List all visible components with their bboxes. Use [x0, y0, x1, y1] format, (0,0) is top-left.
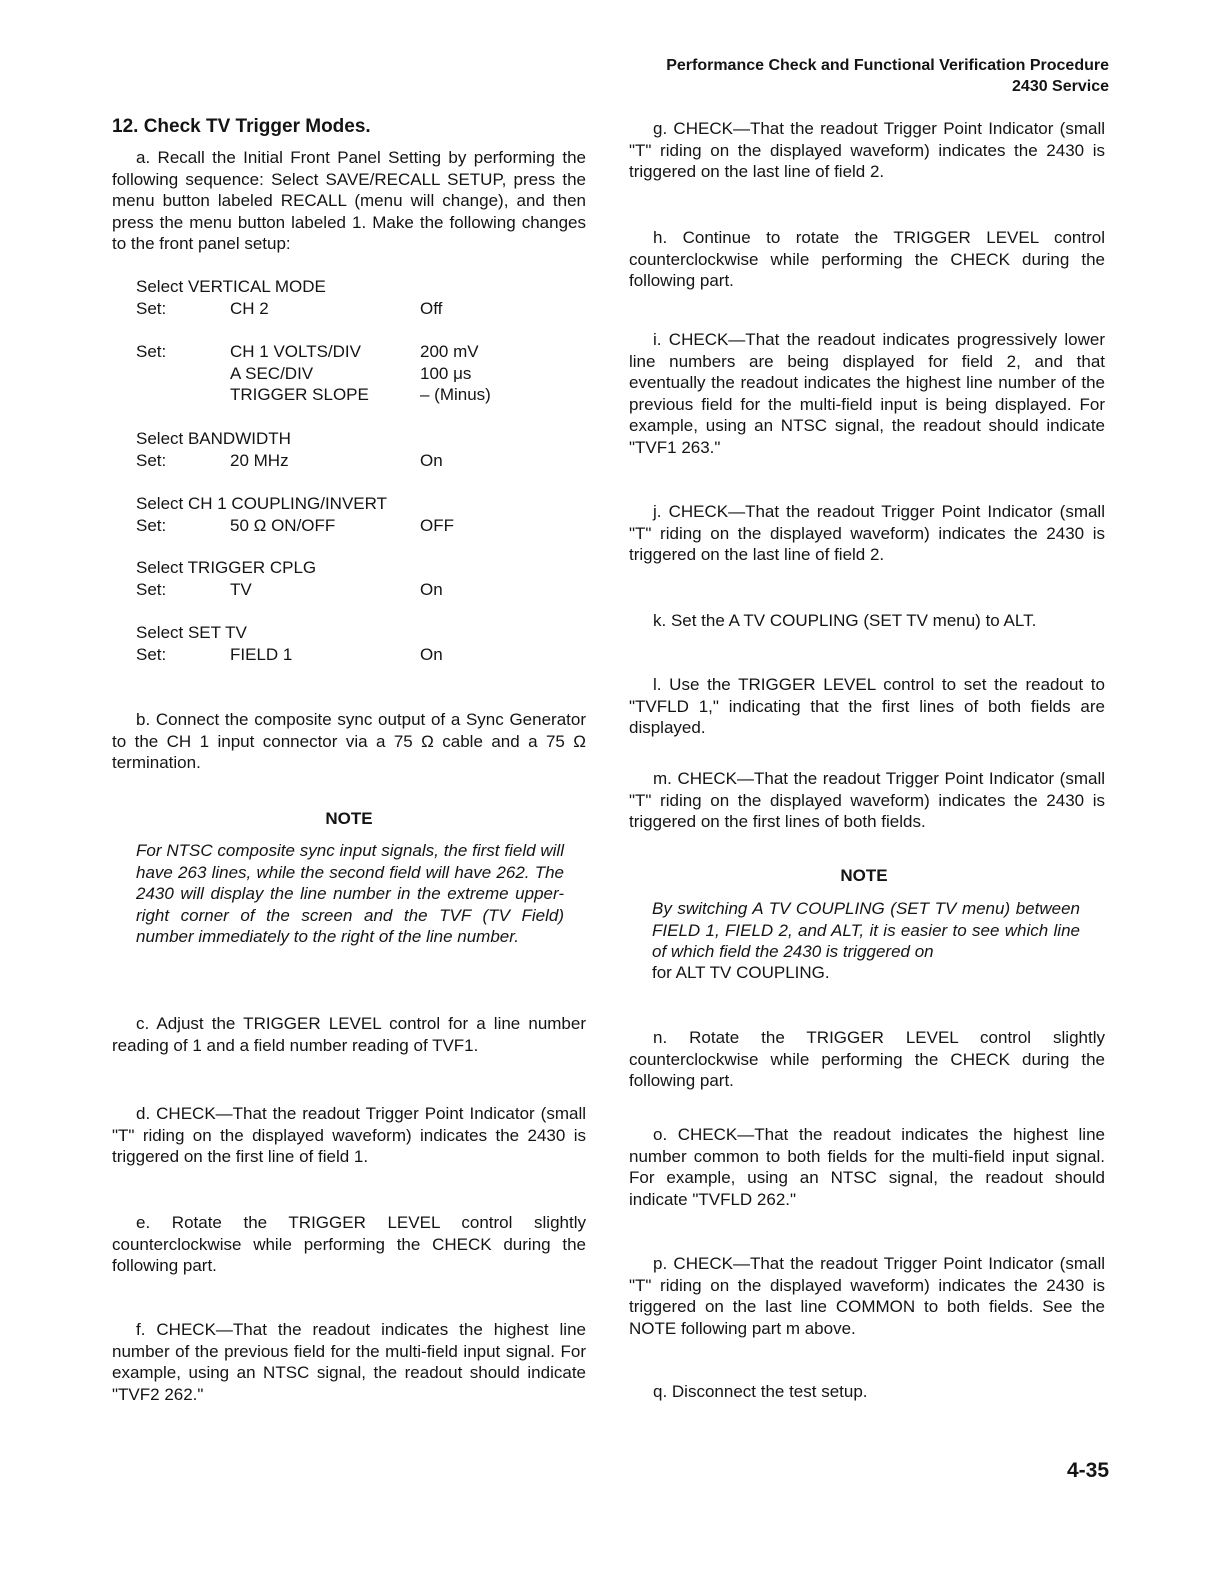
step-l: l. Use the TRIGGER LEVEL control to set the readout to "TVFLD 1," indicating that the first lines of both fields are displayed. — [629, 675, 1105, 737]
step-j: j. CHECK—That the readout Trigger Point Indicator (small "T" riding on the displayed waveform) indicates the 2430 is triggered on the last line of field 2. — [629, 502, 1105, 564]
step-h: h. Continue to rotate the TRIGGER LEVEL control counterclockwise while performing the CHECK during the following part. — [629, 228, 1105, 290]
setup-control: CH 1 VOLTS/DIV — [230, 342, 361, 361]
setup-control: 20 MHz — [230, 451, 289, 470]
section-title: 12. Check TV Trigger Modes. — [112, 116, 371, 137]
setup-value: On — [420, 451, 443, 470]
setup-select-set-tv: Select SET TV — [136, 623, 247, 642]
setup-select-vertical-mode: Select VERTICAL MODE — [136, 277, 326, 296]
setup-select-bandwidth: Select BANDWIDTH — [136, 429, 291, 448]
setup-set-label: Set: — [136, 299, 167, 318]
setup-value: On — [420, 580, 443, 599]
note-body: For NTSC composite sync input signals, the first field will have 263 lines, while the second field will have 262. The 2430 will display the line number in the extreme upper-right corner of the screen and the TVF (TV Field) number immediately to the right of the line number. — [136, 841, 564, 946]
setup-control: TV — [230, 580, 252, 599]
step-d: d. CHECK—That the readout Trigger Point Indicator (small "T" riding on the displayed waveform) indicates the 2430 is triggered on the first line of field 1. — [112, 1104, 586, 1166]
running-header-title: Performance Check and Functional Verification Procedure — [666, 57, 1109, 74]
note-tail: for ALT TV COUPLING. — [652, 963, 830, 982]
setup-set-label: Set: — [136, 342, 167, 361]
setup-control: FIELD 1 — [230, 645, 293, 664]
setup-value: – (Minus) — [420, 385, 491, 404]
step-p: p. CHECK—That the readout Trigger Point Indicator (small "T" riding on the displayed waveform) indicates the 2430 is triggered on the last line COMMON to both fields. See the NOTE following part m above. — [629, 1254, 1105, 1338]
note-body: By switching A TV COUPLING (SET TV menu) between FIELD 1, FIELD 2, and ALT, it is easier to see which line of which field the 2430 is triggered on — [652, 899, 1080, 961]
setup-select-trigger-cplg: Select TRIGGER CPLG — [136, 558, 317, 577]
step-i: i. CHECK—That the readout indicates progressively lower line numbers are being displayed for field 2, and that eventually the readout indicates the highest line number of the previous field for the multi-field input is being displayed. For example, using an NTSC signal, the readout should indicate "TVF1 263." — [629, 330, 1105, 457]
setup-set-label: Set: — [136, 580, 167, 599]
setup-set-label: Set: — [136, 645, 167, 664]
step-b: b. Connect the composite sync output of a Sync Generator to the CH 1 input connector via a 75 Ω cable and a 75 Ω termination. — [112, 710, 586, 772]
setup-set-label: Set: — [136, 451, 167, 470]
setup-value: OFF — [420, 516, 454, 535]
step-a: a. Recall the Initial Front Panel Setting by performing the following sequence: Select SAVE/RECALL SETUP, press the menu button labeled RECALL (menu will change), and then press the menu button labeled 1. Make the following changes to the front panel setup: — [112, 148, 586, 253]
step-o: o. CHECK—That the readout indicates the highest line number common to both fields for the multi-field input signal. For example, using an NTSC signal, the readout should indicate "TVFLD 262." — [629, 1125, 1105, 1209]
step-q: q. Disconnect the test setup. — [653, 1382, 868, 1401]
running-header-subtitle: 2430 Service — [1012, 78, 1109, 95]
note-title: NOTE — [325, 809, 373, 828]
setup-value: 200 mV — [420, 342, 479, 361]
step-e: e. Rotate the TRIGGER LEVEL control slightly counterclockwise while performing the CHECK during the following part. — [112, 1213, 586, 1275]
setup-control: 50 Ω ON/OFF — [230, 516, 336, 535]
setup-control: CH 2 — [230, 299, 269, 318]
setup-set-label: Set: — [136, 516, 167, 535]
step-c: c. Adjust the TRIGGER LEVEL control for a line number reading of 1 and a field number reading of TVF1. — [112, 1014, 586, 1055]
step-n: n. Rotate the TRIGGER LEVEL control slightly counterclockwise while performing the CHECK during the following part. — [629, 1028, 1105, 1090]
setup-value: On — [420, 645, 443, 664]
step-g: g. CHECK—That the readout Trigger Point Indicator (small "T" riding on the displayed waveform) indicates the 2430 is triggered on the last line of field 2. — [629, 119, 1105, 181]
setup-select-coupling: Select CH 1 COUPLING/INVERT — [136, 494, 387, 513]
step-m: m. CHECK—That the readout Trigger Point Indicator (small "T" riding on the displayed waveform) indicates the 2430 is triggered on the first lines of both fields. — [629, 769, 1105, 831]
setup-value: 100 μs — [420, 364, 472, 383]
setup-control: A SEC/DIV — [230, 364, 314, 383]
step-f: f. CHECK—That the readout indicates the highest line number of the previous field for the multi-field input signal. For example, using an NTSC signal, the readout should indicate "TVF2 262." — [112, 1320, 586, 1404]
step-k: k. Set the A TV COUPLING (SET TV menu) to ALT. — [653, 611, 1037, 630]
setup-value: Off — [420, 299, 443, 318]
setup-control: TRIGGER SLOPE — [230, 385, 369, 404]
note-title: NOTE — [840, 866, 888, 885]
page-number: 4-35 — [1066, 1459, 1109, 1482]
